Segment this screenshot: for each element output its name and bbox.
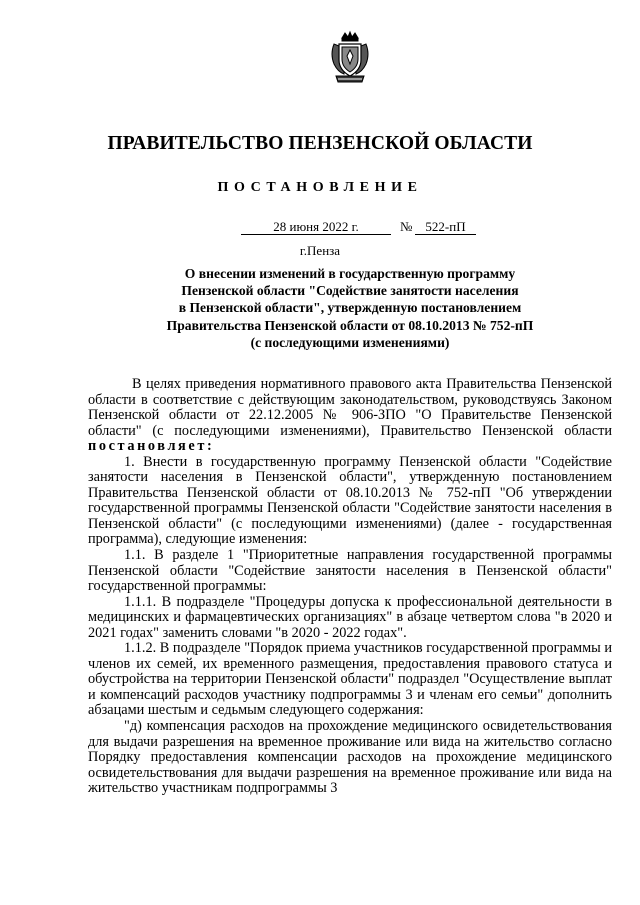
document-subject [140, 265, 560, 351]
body-paragraph: "д) компенсация расходов на прохождение медицинского освидетельствования для выдачи разрешения на временное проживание или вида на жительство согласно Порядку предоставления компенсации расходов на прохождение медицинского освидетельствования для выдачи разрешения на временное проживание или вида на жительство участникам подпрограммы 3 [88, 718, 612, 797]
document-number: 522-пП [415, 219, 476, 235]
preamble-text: В целях приведения нормативного правового акта Правительства Пензенской области в соответствие с действующим законодательством, руководствуясь Законом Пензенской области от 22.12.2005 № 906-ЗПО "О Правительстве Пензенской области" (с последующими изменениями), Правительство Пензенской области [88, 376, 612, 439]
subject-line: в Пензенской области", утвержденную постановлением [178, 300, 522, 316]
body-paragraph: 1.1. В разделе 1 "Приоритетные направления государственной программы Пензенской области "Содействие занятости населения в Пензенской области" государственной программы: [88, 547, 612, 595]
body-paragraph: 1.1.2. В подразделе "Порядок приема участников государственной программы и членов их семей, их временного размещения, предоставления правового статуса и обустройства на территории Пензенской области" подраздел "Осуществление выплат и компенсаций расходов участнику подпрограммы 3 и членам его семьи" дополнить абзацами шестым и седьмым следующего содержания: [88, 640, 612, 719]
resolves-word: постановляет: [88, 438, 215, 455]
subject-line: Правительства Пензенской области от 08.10.2013 № 752-пП [166, 317, 534, 333]
document-date: 28 июня 2022 г. [241, 219, 391, 235]
number-sign: № [400, 219, 413, 234]
body-paragraph: 1.1.1. В подразделе "Процедуры допуска к профессиональной деятельности в медицинских и фармацевтических организациях" в абзаце четвертом слова "в 2020 и 2021 годах" заменить словами "в 2020 - 2022 годах". [88, 593, 612, 641]
subject-line: О внесении изменений в государственную программу [184, 266, 516, 281]
document-type: ПОСТАНОВЛЕНИЕ [217, 180, 423, 195]
subject-line: Пензенской области "Содействие занятости населения [181, 283, 519, 299]
document-body [88, 377, 612, 797]
coat-of-arms-icon [328, 30, 372, 86]
body-paragraph: 1. Внести в государственную программу Пензенской области "Содействие занятости населения в Пензенской области", утвержденную постановлением Правительства Пензенской области от 08.10.2013 № 752-пП "Об утверждении государственной программы Пензенской области "Содействие занятости населения в Пензенской области" (с последующими изменениями) (далее - государственная программа), следующие изменения: [88, 453, 612, 548]
document-city: г.Пенза [299, 243, 341, 258]
subject-line: (с последующими изменениями) [250, 334, 450, 350]
body-paragraph [88, 377, 612, 455]
document-meta [0, 219, 640, 237]
government-title: ПРАВИТЕЛЬСТВО ПЕНЗЕНСКОЙ ОБЛАСТИ [107, 133, 533, 154]
